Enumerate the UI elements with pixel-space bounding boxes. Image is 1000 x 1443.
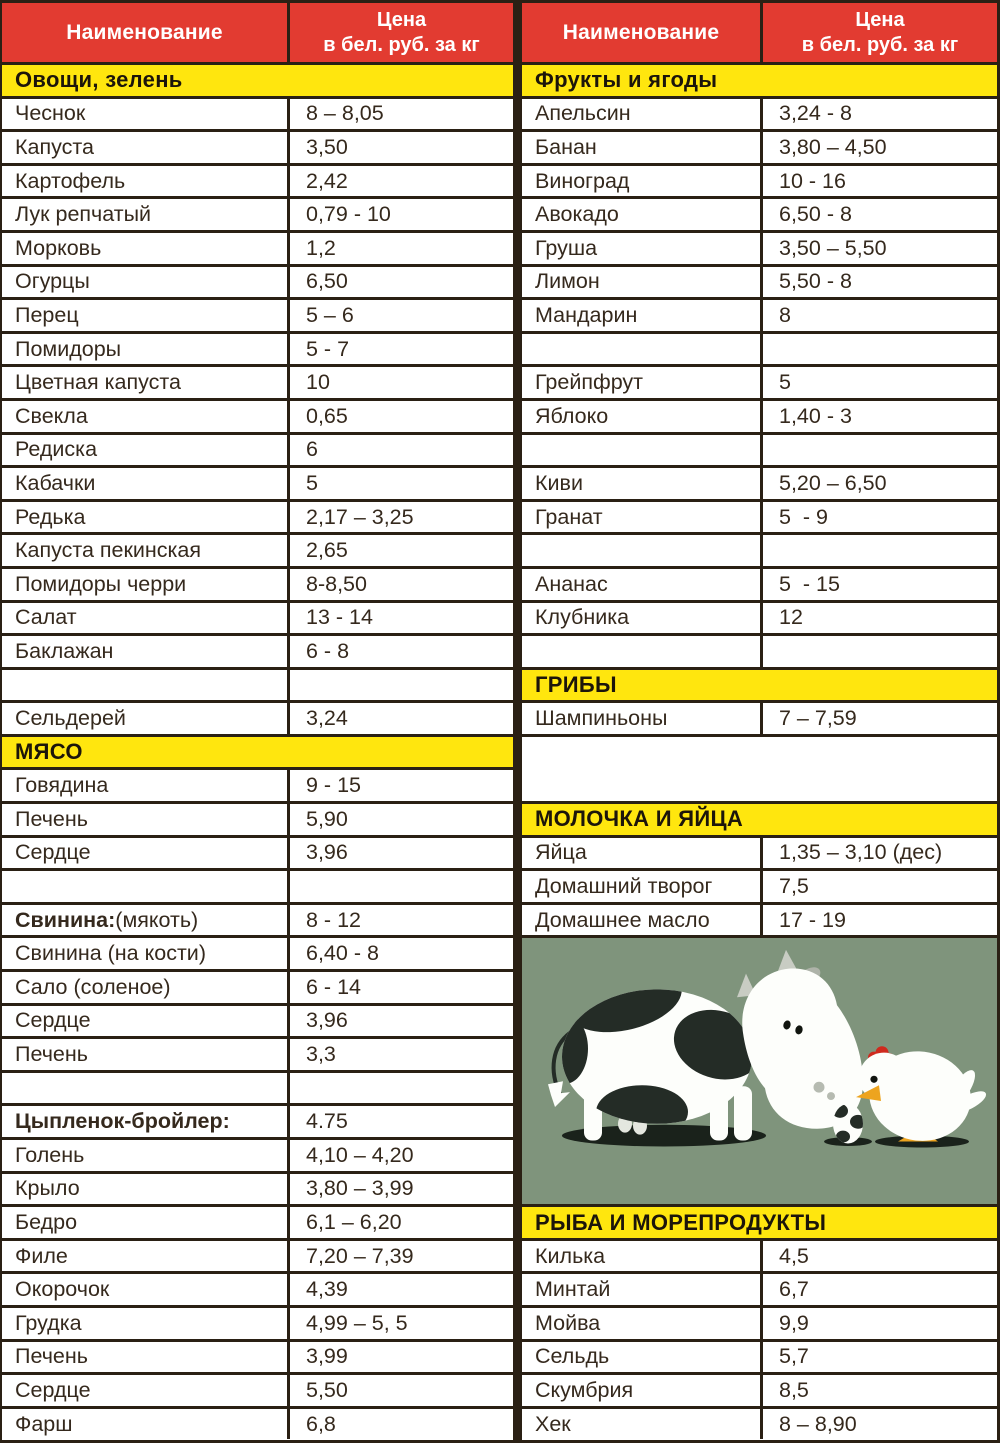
item-name-cell: Домашний творог xyxy=(522,871,763,902)
item-price-cell: 6,40 - 8 xyxy=(306,941,379,966)
price-table-left xyxy=(2,3,513,1440)
table-row xyxy=(2,1137,513,1171)
item-price-cell: 8 – 8,05 xyxy=(306,101,384,126)
empty-row xyxy=(2,1070,513,1104)
item-price-cell xyxy=(763,737,997,801)
section-label: МОЛОЧКА И ЯЙЦА xyxy=(535,806,744,832)
section-header-row xyxy=(522,801,997,835)
section-label: Фрукты и ягоды xyxy=(535,67,718,93)
table-row xyxy=(2,935,513,969)
table-row xyxy=(2,264,513,298)
item-price-cell xyxy=(763,334,997,365)
table-body-left xyxy=(2,62,513,1439)
item-name-cell: Капуста пекинская xyxy=(2,535,290,566)
item-name-cell: Скумбрия xyxy=(522,1375,763,1406)
item-price-cell xyxy=(763,435,997,466)
table-row xyxy=(522,600,997,634)
item-price-cell: 6,8 xyxy=(306,1411,336,1436)
item-name-cell: Капуста xyxy=(2,132,290,163)
item-price-cell: 4,39 xyxy=(306,1277,348,1302)
item-name-cell: Филе xyxy=(2,1241,290,1272)
item-price-cell: 1,35 – 3,10 (дес) xyxy=(779,840,943,865)
item-name-cell: Свинина (на кости) xyxy=(2,938,290,969)
item-name-cell: Мандарин xyxy=(522,300,763,331)
table-row xyxy=(2,1271,513,1305)
item-price-cell: 3,99 xyxy=(306,1344,348,1369)
item-name-cell: Помидоры xyxy=(2,334,290,365)
item-price-cell: 4.75 xyxy=(306,1109,348,1134)
item-price-cell: 4,5 xyxy=(779,1243,809,1268)
item-name-cell: Груша xyxy=(522,233,763,264)
table-row xyxy=(2,767,513,801)
item-price-cell: 6 - 8 xyxy=(306,638,350,663)
item-price-cell: 6,50 xyxy=(306,269,348,294)
item-name-cell xyxy=(522,334,763,365)
item-name-cell: Бедро xyxy=(2,1207,290,1238)
cow-chicken-egg-illustration xyxy=(522,938,997,1204)
item-name-cell: Окорочок xyxy=(2,1274,290,1305)
cow-nostril xyxy=(814,1082,825,1093)
item-name-cell xyxy=(522,737,763,801)
table-header-row xyxy=(2,3,513,62)
table-row xyxy=(2,331,513,365)
item-name-cell: Перец xyxy=(2,300,290,331)
item-price-cell: 3,80 – 4,50 xyxy=(779,134,887,159)
item-name-cell: Свинина: (мякоть) xyxy=(2,905,290,936)
item-name-cell: Ананас xyxy=(522,569,763,600)
table-row xyxy=(2,230,513,264)
item-name-cell: Фарш xyxy=(2,1409,290,1440)
table-body-right xyxy=(522,62,997,1439)
item-name-cell: Морковь xyxy=(2,233,290,264)
item-price-cell: 5,50 xyxy=(306,1377,348,1402)
illustration-row xyxy=(522,935,997,1204)
item-name-cell: Грейпфрут xyxy=(522,367,763,398)
item-name-cell: Редька xyxy=(2,502,290,533)
item-name-cell: Огурцы xyxy=(2,267,290,298)
item-name-cell: Сердце xyxy=(2,838,290,869)
section-header-row xyxy=(522,1204,997,1238)
table-row xyxy=(2,196,513,230)
section-header-row xyxy=(522,62,997,96)
item-price-cell: 3,50 xyxy=(306,134,348,159)
item-price-cell: 13 - 14 xyxy=(306,605,373,630)
item-price-cell: 8 - 12 xyxy=(306,907,361,932)
item-name-cell: Клубника xyxy=(522,603,763,634)
cow-nostril xyxy=(827,1093,835,1101)
table-row xyxy=(2,1171,513,1205)
item-name-cell: Минтай xyxy=(522,1274,763,1305)
item-name-cell xyxy=(522,435,763,466)
table-row xyxy=(2,1406,513,1440)
column-header-name: Наименование xyxy=(2,3,290,62)
table-row xyxy=(522,398,997,432)
column-header-price-line1: Цена xyxy=(376,9,427,32)
item-name-cell: Печень xyxy=(2,804,290,835)
item-name-cell xyxy=(2,1073,290,1104)
item-price-cell xyxy=(763,535,997,566)
item-price-cell: 6,1 – 6,20 xyxy=(306,1209,402,1234)
item-name-cell: Сельдерей xyxy=(2,703,290,734)
item-name-cell: Редиска xyxy=(2,435,290,466)
item-name-cell: Шампиньоны xyxy=(522,703,763,734)
table-row xyxy=(2,600,513,634)
section-label: ГРИБЫ xyxy=(535,671,617,697)
item-name-cell: Хек xyxy=(522,1409,763,1440)
table-row xyxy=(522,264,997,298)
item-price-cell: 5 xyxy=(306,470,318,495)
item-price-cell: 5 xyxy=(779,370,791,395)
item-price-cell: 4,10 – 4,20 xyxy=(306,1142,414,1167)
item-price-cell xyxy=(763,636,997,667)
table-row xyxy=(2,297,513,331)
table-row xyxy=(522,835,997,869)
empty-row xyxy=(2,868,513,902)
table-row xyxy=(522,196,997,230)
item-name-cell: Сельдь xyxy=(522,1342,763,1373)
table-row xyxy=(2,1003,513,1037)
table-row xyxy=(2,465,513,499)
table-row xyxy=(522,1238,997,1272)
table-row xyxy=(2,532,513,566)
table-row xyxy=(2,801,513,835)
item-name-cell: Банан xyxy=(522,132,763,163)
item-price-cell: 1,2 xyxy=(306,235,336,260)
item-name-cell: Печень xyxy=(2,1342,290,1373)
table-header-row xyxy=(522,3,997,62)
table-row xyxy=(2,163,513,197)
item-price-cell: 8 – 8,90 xyxy=(779,1411,857,1436)
item-price-cell: 8-8,50 xyxy=(306,571,367,596)
item-price-cell: 7,5 xyxy=(779,874,809,899)
chicken-eye xyxy=(870,1076,877,1083)
item-name-cell: Сердце xyxy=(2,1375,290,1406)
item-name-cell: Килька xyxy=(522,1241,763,1272)
item-price-cell: 10 - 16 xyxy=(779,168,846,193)
empty-row xyxy=(522,734,997,801)
column-header-price-line2: в бел. руб. за кг xyxy=(323,33,480,56)
item-name-cell: Свекла xyxy=(2,401,290,432)
item-price-cell: 3,50 – 5,50 xyxy=(779,235,887,260)
column-header-price xyxy=(290,3,513,62)
item-price-cell: 2,42 xyxy=(306,168,348,193)
item-price-cell: 3,96 xyxy=(306,840,348,865)
empty-row xyxy=(522,633,997,667)
item-name-cell: Картофель xyxy=(2,166,290,197)
item-price-cell: 5,50 - 8 xyxy=(779,269,852,294)
table-row xyxy=(522,465,997,499)
item-name-cell: Голень xyxy=(2,1140,290,1171)
item-name-cell: Яйца xyxy=(522,838,763,869)
item-price-cell: 5,20 – 6,50 xyxy=(779,470,887,495)
table-row xyxy=(522,230,997,264)
item-price-cell: 5,7 xyxy=(779,1344,809,1369)
item-name-cell: Сало (соленое) xyxy=(2,972,290,1003)
table-row xyxy=(522,566,997,600)
table-row xyxy=(2,129,513,163)
section-header-row xyxy=(2,62,513,96)
table-row xyxy=(2,700,513,734)
item-price-cell: 7 – 7,59 xyxy=(779,706,857,731)
empty-row xyxy=(522,432,997,466)
item-price-cell: 2,65 xyxy=(306,538,348,563)
item-price-cell xyxy=(290,871,513,902)
section-label: РЫБА И МОРЕПРОДУКТЫ xyxy=(535,1209,827,1235)
item-name-cell xyxy=(2,670,290,701)
section-header-row xyxy=(522,667,997,701)
table-row xyxy=(522,868,997,902)
item-price-cell: 3,24 - 8 xyxy=(779,101,852,126)
item-name-cell: Гранат xyxy=(522,502,763,533)
column-header-name: Наименование xyxy=(522,3,763,62)
item-name-cell: Цветная капуста xyxy=(2,367,290,398)
item-price-cell: 3,80 – 3,99 xyxy=(306,1176,414,1201)
item-name-cell: Яблоко xyxy=(522,401,763,432)
table-row xyxy=(522,129,997,163)
column-header-price-line2: в бел. руб. за кг xyxy=(801,33,959,56)
item-price-cell xyxy=(290,670,513,701)
item-name-cell: Салат xyxy=(2,603,290,634)
item-name-cell xyxy=(522,535,763,566)
item-name-cell xyxy=(2,871,290,902)
item-price-cell: 4,99 – 5, 5 xyxy=(306,1310,408,1335)
table-row xyxy=(2,364,513,398)
item-name-cell: Лук репчатый xyxy=(2,199,290,230)
item-name-cell: Печень xyxy=(2,1039,290,1070)
section-label: МЯСО xyxy=(15,739,83,765)
item-price-cell: 6 - 14 xyxy=(306,974,361,999)
item-price-cell: 5 - 9 xyxy=(779,504,828,529)
table-row xyxy=(522,163,997,197)
item-name-cell: Мойва xyxy=(522,1308,763,1339)
item-price-cell: 5 - 7 xyxy=(306,336,350,361)
item-name-cell: Лимон xyxy=(522,267,763,298)
item-price-cell: 0,79 - 10 xyxy=(306,202,391,227)
item-price-cell: 3,96 xyxy=(306,1008,348,1033)
item-name-cell xyxy=(522,636,763,667)
item-price-cell: 6 xyxy=(306,437,318,462)
item-name-cell: Грудка xyxy=(2,1308,290,1339)
item-price-cell: 8,5 xyxy=(779,1378,809,1402)
item-price-cell: 7,20 – 7,39 xyxy=(306,1243,414,1268)
table-row xyxy=(2,1103,513,1137)
table-row xyxy=(522,902,997,936)
item-price-cell: 3,3 xyxy=(306,1042,336,1067)
item-name-cell: Сердце xyxy=(2,1006,290,1037)
empty-row xyxy=(2,667,513,701)
table-row xyxy=(2,1372,513,1406)
item-name-cell: Баклажан xyxy=(2,636,290,667)
item-name-cell: Помидоры черри xyxy=(2,569,290,600)
table-row xyxy=(2,1036,513,1070)
table-row xyxy=(522,1406,997,1440)
column-header-price xyxy=(763,3,997,62)
item-price-cell: 17 - 19 xyxy=(779,907,846,932)
table-row xyxy=(522,1305,997,1339)
table-row xyxy=(2,398,513,432)
item-price-cell: 9 - 15 xyxy=(306,773,361,798)
price-table-right xyxy=(522,3,997,1440)
empty-row xyxy=(522,532,997,566)
table-row xyxy=(2,96,513,130)
item-name-cell: Крыло xyxy=(2,1174,290,1205)
column-header-price-line1: Цена xyxy=(855,9,905,32)
item-name-cell: Говядина xyxy=(2,770,290,801)
item-name-cell: Виноград xyxy=(522,166,763,197)
item-name-cell: Кабачки xyxy=(2,468,290,499)
table-row xyxy=(522,499,997,533)
item-price-cell: 1,40 - 3 xyxy=(779,403,852,428)
item-price-cell: 2,17 – 3,25 xyxy=(306,504,414,529)
item-price-cell: 8 xyxy=(779,302,791,327)
item-price-cell: 0,65 xyxy=(306,403,348,428)
table-row xyxy=(2,633,513,667)
item-price-cell: 9,9 xyxy=(779,1310,809,1335)
item-price-cell: 6,7 xyxy=(779,1277,809,1302)
empty-row xyxy=(522,331,997,365)
table-row xyxy=(2,969,513,1003)
item-name-cell: Домашнее масло xyxy=(522,905,763,936)
table-row xyxy=(522,297,997,331)
table-row xyxy=(522,364,997,398)
table-row xyxy=(522,96,997,130)
item-name-cell: Апельсин xyxy=(522,99,763,130)
table-row xyxy=(2,566,513,600)
item-price-cell xyxy=(290,1073,513,1104)
item-price-cell: 6,50 - 8 xyxy=(779,202,852,227)
section-header-row xyxy=(2,734,513,768)
table-row xyxy=(2,432,513,466)
item-name-cell: Чеснок xyxy=(2,99,290,130)
item-name-cell: Авокадо xyxy=(522,199,763,230)
item-price-cell: 5 – 6 xyxy=(306,302,354,327)
table-row xyxy=(522,700,997,734)
item-price-cell: 3,24 xyxy=(306,706,348,731)
table-row xyxy=(522,1271,997,1305)
table-row xyxy=(2,835,513,869)
table-row xyxy=(2,902,513,936)
item-name-cell: Киви xyxy=(522,468,763,499)
table-row xyxy=(2,1305,513,1339)
table-row xyxy=(2,1238,513,1272)
item-price-cell: 5 - 15 xyxy=(779,571,840,596)
section-label: Овощи, зелень xyxy=(15,67,183,93)
table-row xyxy=(522,1372,997,1406)
item-price-cell: 12 xyxy=(779,605,803,630)
table-row xyxy=(2,1339,513,1373)
item-price-cell: 5,90 xyxy=(306,806,348,831)
item-name-cell: Цыпленок-бройлер: xyxy=(2,1106,290,1137)
item-price-cell: 10 xyxy=(306,370,330,395)
table-row xyxy=(2,1204,513,1238)
table-row xyxy=(2,499,513,533)
table-row xyxy=(522,1339,997,1373)
